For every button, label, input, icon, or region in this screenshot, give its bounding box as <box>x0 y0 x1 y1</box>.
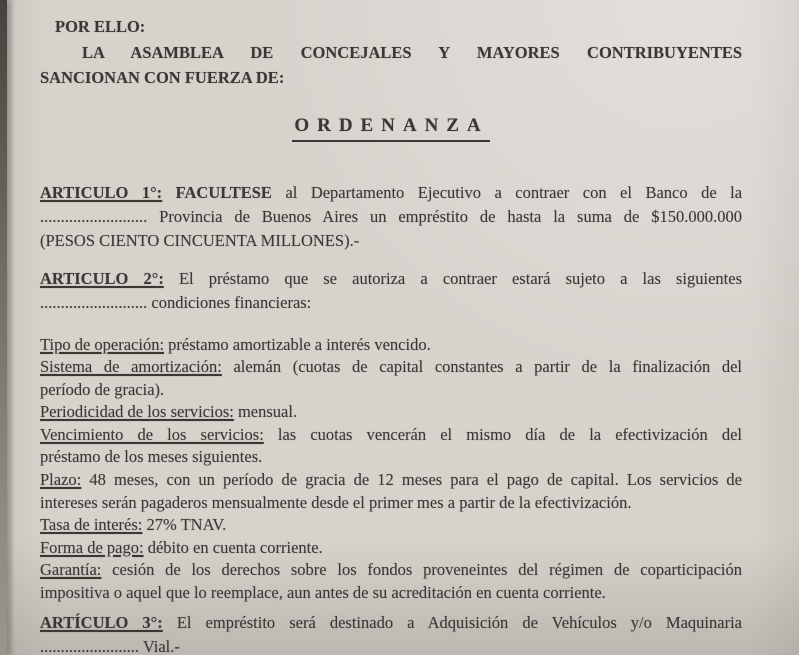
article-2-text-1: El préstamo que se autoriza a contraer estará sujeto a las siguientes <box>178 268 742 288</box>
condition-plazo-line-2 <box>40 492 742 515</box>
condition-sistema-line-1 <box>40 356 742 379</box>
condition-garantia-line-2 <box>40 582 742 605</box>
article-2-line-1 <box>40 267 742 291</box>
condition-tipo-text: préstamo amortizable a interés vencido. <box>168 334 431 354</box>
article-3-leader: ........................ <box>40 636 139 655</box>
condition-vencimiento-line-2 <box>40 446 742 469</box>
condition-garantia-text-1: cesión de los derechos sobre los fondos proveneintes del régimen de coparticipación <box>112 560 743 580</box>
page-edge-shadow <box>0 0 7 655</box>
article-3 <box>40 611 742 655</box>
article-2-label: ARTICULO 2°: <box>40 268 164 288</box>
article-1-leader: .......................... <box>40 206 148 226</box>
condition-periodicidad-text: mensual. <box>237 402 298 422</box>
condition-garantia-text-2: impositiva o aquel que lo reemplace, aun antes de su acreditación en cuenta corriente. <box>40 583 606 603</box>
article-3-line-2 <box>40 635 742 655</box>
article-2-leader: .......................... <box>40 292 148 312</box>
condition-sistema-line-2 <box>40 379 742 402</box>
condition-vencimiento-term: Vencimiento de los servicios: <box>40 424 264 444</box>
article-2-line-2 <box>40 291 742 315</box>
condition-garantia-term: Garantía: <box>40 560 102 580</box>
document-title: ORDENANZA <box>292 115 489 142</box>
article-3-line-1 <box>40 611 742 635</box>
article-3-label: ARTÍCULO 3°: <box>40 612 163 632</box>
condition-vencimiento-text-1: las cuotas vencerán el mismo día de la efectivización del <box>277 424 743 444</box>
title-row <box>40 115 742 141</box>
article-1-line-3 <box>40 229 742 253</box>
article-1-text-2: Provincia de Buenos Aires un empréstito de hasta la suma de $150.000.000 <box>159 206 743 226</box>
intro-sancionan: SANCIONAN CON FUERZA DE: <box>40 68 285 87</box>
article-2-text-2: condiciones financieras: <box>151 292 312 312</box>
condition-tipo <box>40 334 742 357</box>
conditions-list <box>40 334 742 605</box>
condition-sistema-text-2: período de gracia). <box>40 379 165 399</box>
condition-plazo-line-1 <box>40 469 742 492</box>
condition-periodicidad <box>40 401 742 424</box>
condition-periodicidad-term: Periodicidad de los servicios: <box>40 402 234 422</box>
condition-tasa-text: 27% TNAV. <box>146 515 227 535</box>
article-3-text-1: El empréstito será destinado a Adquisición de Vehículos y/o Maquinaria <box>176 612 742 632</box>
article-1-keyword: FACULTESE <box>175 182 272 202</box>
article-1-line-2 <box>40 205 742 229</box>
condition-sistema-term: Sistema de amortización: <box>40 357 222 377</box>
condition-forma <box>40 537 742 560</box>
condition-tipo-term: Tipo de operación: <box>40 334 165 354</box>
condition-plazo-text-2: intereses serán pagaderos mensualmente desde el primer mes a partir de la efectivización. <box>40 492 632 512</box>
article-3-text-2: Vial.- <box>142 636 180 655</box>
page-crease <box>9 0 15 655</box>
condition-plazo-text-1: 48 meses, con un período de gracia de 12 meses para el pago de capital. Los servicios de <box>89 470 743 490</box>
article-1 <box>40 181 742 253</box>
article-1-text-3: (PESOS CIENTO CINCUENTA MILLONES).- <box>40 230 360 250</box>
condition-vencimiento-line-1 <box>40 424 742 447</box>
document-content <box>40 14 742 655</box>
article-2 <box>40 267 742 315</box>
article-1-label: ARTICULO 1°: <box>40 182 163 202</box>
condition-plazo-term: Plazo: <box>40 470 82 490</box>
condition-tasa <box>40 514 742 537</box>
condition-tasa-term: Tasa de interés: <box>40 515 143 535</box>
condition-garantia-line-1 <box>40 559 742 582</box>
article-1-text-1: al Departamento Ejecutivo a contraer con el Banco de la <box>285 182 743 202</box>
condition-sistema-text-1: alemán (cuotas de capital constantes a partir de la finalización del <box>233 357 742 377</box>
intro-por-ello: POR ELLO: <box>55 17 146 36</box>
condition-vencimiento-text-2: préstamo de los meses siguientes. <box>40 447 263 467</box>
intro-asamblea: LA ASAMBLEA DE CONCEJALES Y MAYORES CONTRIBUYENTES <box>82 42 742 62</box>
article-1-line-1 <box>40 181 742 205</box>
condition-forma-text: débito en cuenta corriente. <box>147 537 323 557</box>
condition-forma-term: Forma de pago: <box>40 537 144 557</box>
